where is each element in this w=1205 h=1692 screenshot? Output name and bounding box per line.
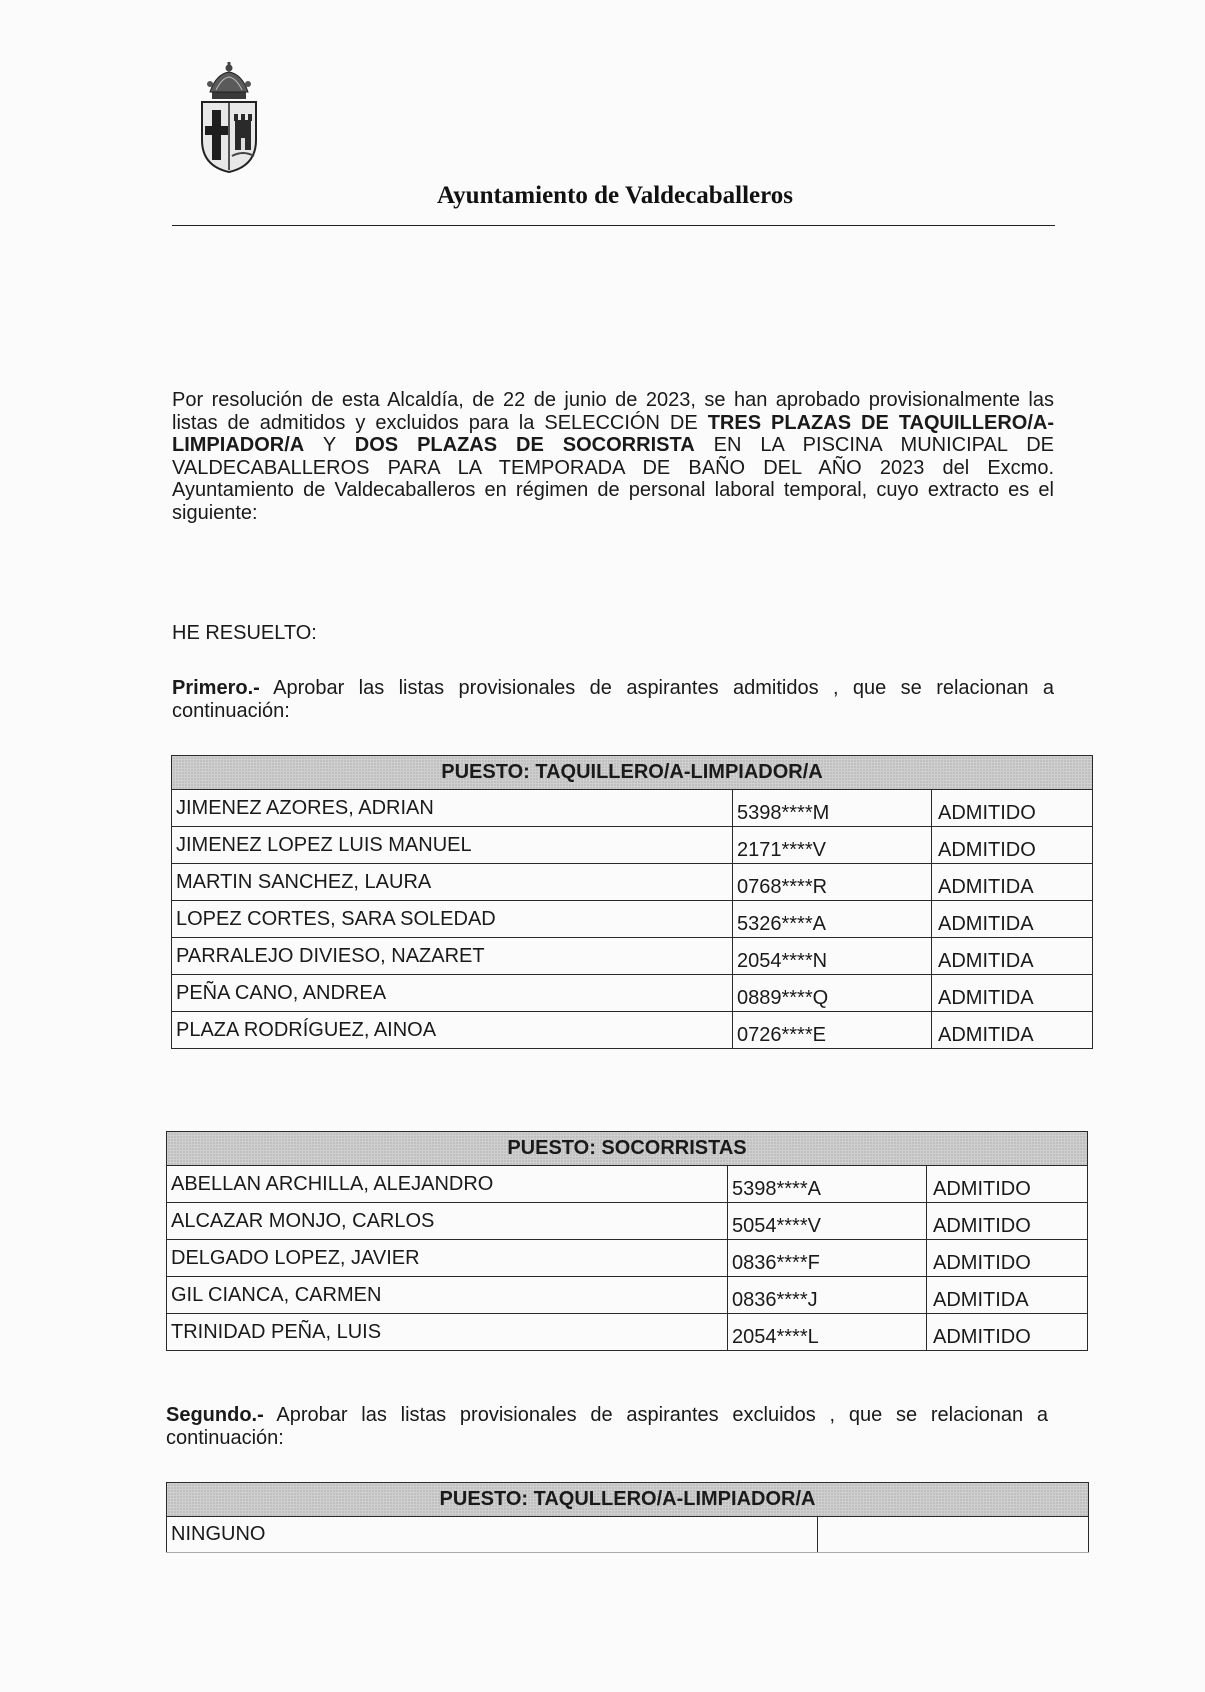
table-header-row bbox=[172, 756, 1093, 790]
applicant-id: 2054****N bbox=[733, 938, 932, 975]
applicant-name: ABELLAN ARCHILLA, ALEJANDRO bbox=[167, 1166, 728, 1203]
applicant-id: 0836****J bbox=[728, 1277, 927, 1314]
admission-status: ADMITIDA bbox=[932, 938, 1093, 975]
admission-status: ADMITIDO bbox=[932, 790, 1093, 827]
applicant-id: 5398****M bbox=[733, 790, 932, 827]
table-row bbox=[167, 1277, 1088, 1314]
applicant-name: DELGADO LOPEZ, JAVIER bbox=[167, 1240, 728, 1277]
table-row bbox=[172, 1012, 1093, 1049]
table-row bbox=[172, 790, 1093, 827]
admission-status: ADMITIDO bbox=[927, 1203, 1088, 1240]
admission-status: ADMITIDO bbox=[927, 1240, 1088, 1277]
admission-status: ADMITIDA bbox=[932, 864, 1093, 901]
coat-of-arms-logo bbox=[196, 62, 262, 174]
applicant-id: 0726****E bbox=[733, 1012, 932, 1049]
table-header-row bbox=[167, 1132, 1088, 1166]
table-row bbox=[167, 1240, 1088, 1277]
table-row bbox=[167, 1314, 1088, 1351]
applicant-name: PEÑA CANO, ANDREA bbox=[172, 975, 733, 1012]
second-label: Segundo.- bbox=[166, 1404, 264, 1426]
page-title: Ayuntamiento de Valdecaballeros bbox=[436, 182, 794, 209]
first-label: Primero.- bbox=[172, 677, 260, 699]
table-row bbox=[167, 1166, 1088, 1203]
admission-status: ADMITIDA bbox=[932, 1012, 1093, 1049]
applicant-name: LOPEZ CORTES, SARA SOLEDAD bbox=[172, 901, 733, 938]
resolved-heading: HE RESUELTO: bbox=[172, 622, 317, 644]
intro-paragraph bbox=[172, 389, 1054, 524]
admission-status: ADMITIDO bbox=[927, 1314, 1088, 1351]
applicant-id: 0889****Q bbox=[733, 975, 932, 1012]
intro-text-1: Por resolución de esta Alcaldía, de 22 de junio de 2023, se han aprobado provisionalmente las listas de admitidos y excluidos para la SELECCIÓN DE bbox=[172, 389, 1054, 434]
admission-status: ADMITIDO bbox=[932, 827, 1093, 864]
applicant-id: 0836****F bbox=[728, 1240, 927, 1277]
admission-status: ADMITIDA bbox=[932, 901, 1093, 938]
admitted-socorristas-table bbox=[166, 1131, 1088, 1351]
intro-bold-2: DOS PLAZAS DE SOCORRISTA bbox=[354, 434, 695, 456]
applicant-id: 2171****V bbox=[733, 827, 932, 864]
header-divider bbox=[172, 225, 1055, 226]
admission-status: ADMITIDO bbox=[927, 1166, 1088, 1203]
applicant-id: 2054****L bbox=[728, 1314, 927, 1351]
table-header: PUESTO: TAQULLERO/A-LIMPIADOR/A bbox=[167, 1483, 1089, 1517]
applicant-name: PLAZA RODRÍGUEZ, AINOA bbox=[172, 1012, 733, 1049]
applicant-name: TRINIDAD PEÑA, LUIS bbox=[167, 1314, 728, 1351]
table-row bbox=[172, 975, 1093, 1012]
intro-bold-1: TRES PLAZAS DE TAQUILLERO/A-LIMPIADOR/A bbox=[172, 411, 1054, 456]
applicant-name: ALCAZAR MONJO, CARLOS bbox=[167, 1203, 728, 1240]
admitted-taquillero-table bbox=[171, 755, 1093, 1049]
applicant-name: PARRALEJO DIVIESO, NAZARET bbox=[172, 938, 733, 975]
table-row bbox=[172, 864, 1093, 901]
table-header: PUESTO: TAQUILLERO/A-LIMPIADOR/A bbox=[172, 756, 1093, 790]
admission-status: ADMITIDA bbox=[927, 1277, 1088, 1314]
table-row bbox=[167, 1203, 1088, 1240]
first-text: Aprobar las listas provisionales de aspirantes admitidos , que se relacionan a continuación: bbox=[172, 677, 1054, 722]
excluded-name-cell: NINGUNO bbox=[167, 1517, 818, 1553]
table-header-row bbox=[167, 1483, 1089, 1517]
admission-status: ADMITIDA bbox=[932, 975, 1093, 1012]
intro-text-2: Y bbox=[304, 434, 355, 456]
applicant-id: 5326****A bbox=[733, 901, 932, 938]
table-row bbox=[172, 827, 1093, 864]
first-paragraph bbox=[172, 677, 1054, 722]
excluded-note-cell bbox=[818, 1517, 1089, 1553]
excluded-taquillero-table bbox=[166, 1482, 1089, 1553]
applicant-id: 5054****V bbox=[728, 1203, 927, 1240]
table-header: PUESTO: SOCORRISTAS bbox=[167, 1132, 1088, 1166]
table-row bbox=[172, 938, 1093, 975]
table-row bbox=[172, 901, 1093, 938]
intro-text-3: EN LA PISCINA MUNICIPAL DE VALDECABALLEROS PARA LA TEMPORADA DE BAÑO DEL AÑO 2023 del Excmo. Ayuntamiento de Valdecaballeros en régimen de personal laboral temporal, cuyo extracto es el siguiente: bbox=[172, 434, 1054, 524]
applicant-id: 0768****R bbox=[733, 864, 932, 901]
applicant-name: MARTIN SANCHEZ, LAURA bbox=[172, 864, 733, 901]
applicant-name: JIMENEZ LOPEZ LUIS MANUEL bbox=[172, 827, 733, 864]
applicant-id: 5398****A bbox=[728, 1166, 927, 1203]
second-text: Aprobar las listas provisionales de aspirantes excluidos , que se relacionan a continuación: bbox=[166, 1404, 1048, 1449]
applicant-name: JIMENEZ AZORES, ADRIAN bbox=[172, 790, 733, 827]
table-row bbox=[167, 1517, 1089, 1553]
applicant-name: GIL CIANCA, CARMEN bbox=[167, 1277, 728, 1314]
second-paragraph bbox=[166, 1404, 1048, 1449]
